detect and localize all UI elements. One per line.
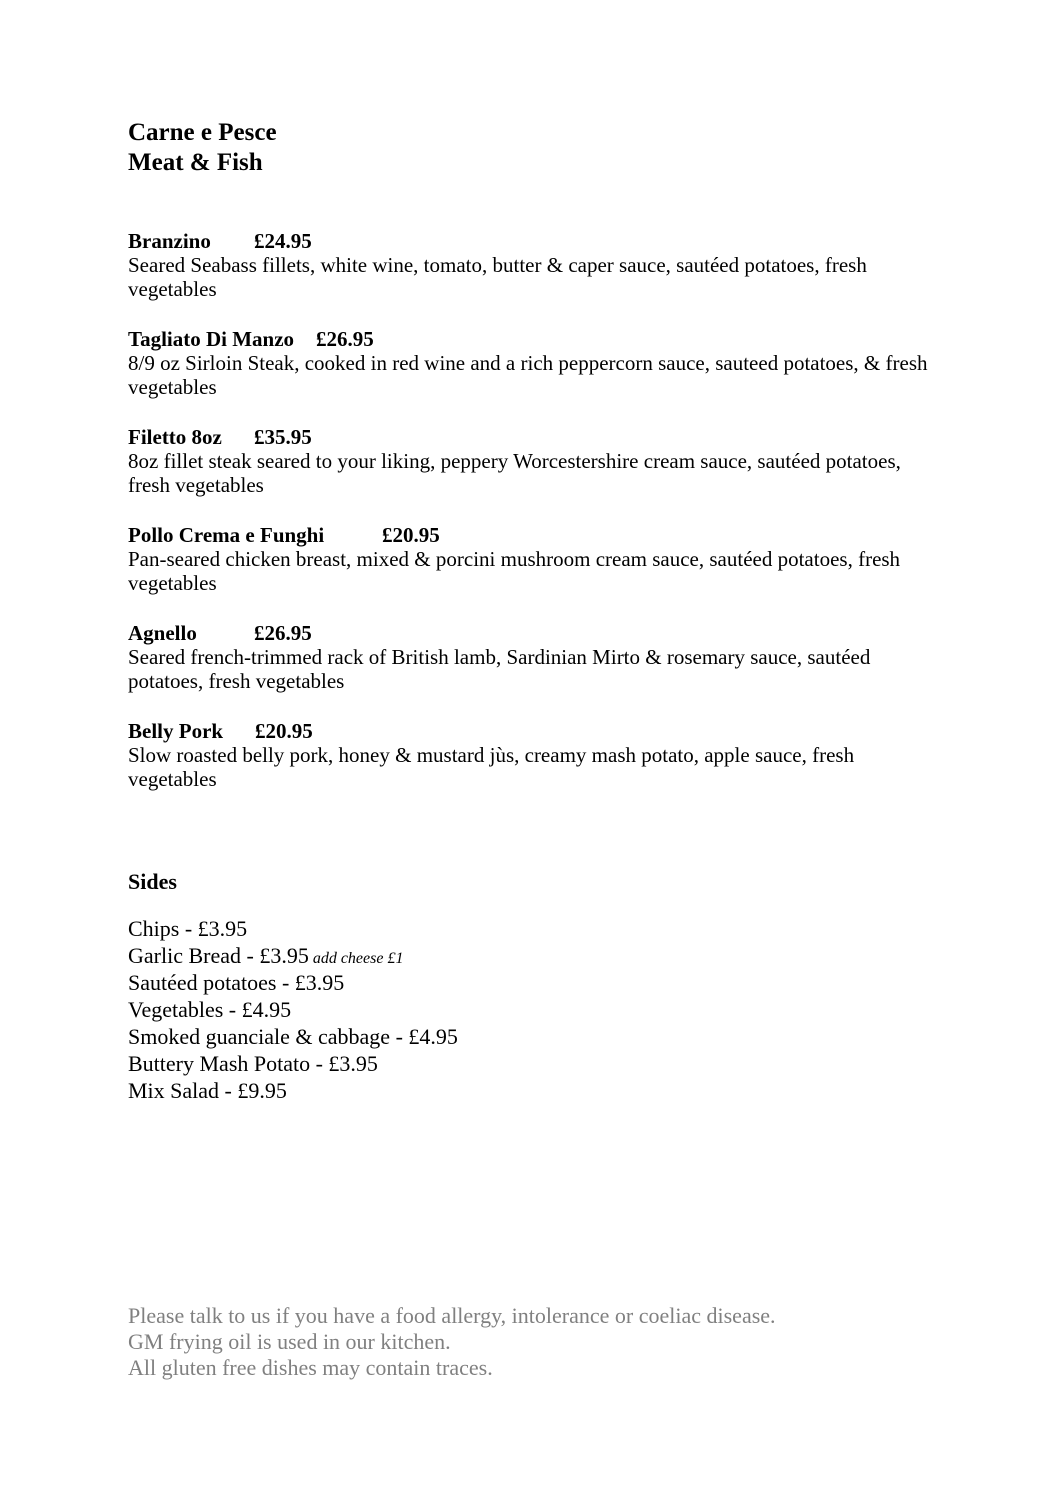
side-note: add cheese £1 (312, 950, 404, 967)
frying-oil-notice-line: GM frying oil is used in our kitchen. (128, 1329, 451, 1354)
side-text: Vegetables - £4.95 (128, 997, 292, 1022)
side-text: Smoked guanciale & cabbage - £4.95 (128, 1024, 458, 1049)
side-item-garlic-bread (128, 944, 932, 971)
menu-item-tagliato-di-manzo (128, 327, 932, 399)
dish-description: Seared Seabass fillets, white wine, tomato, butter & caper sauce, sautéed potatoes, fresh vegetables (128, 253, 867, 301)
menu-item-belly-pork (128, 719, 932, 791)
side-item-mix-salad (128, 1079, 932, 1106)
dish-name: Pollo Crema e Funghi (128, 523, 325, 547)
dish-price: £26.95 (316, 327, 374, 351)
sides-header: Sides (128, 869, 177, 894)
dish-description: 8/9 oz Sirloin Steak, cooked in red wine and a rich peppercorn sauce, sauteed potatoes, & fresh vegetables (128, 351, 928, 399)
side-text: Mix Salad - £9.95 (128, 1078, 287, 1103)
side-item-chips (128, 917, 932, 944)
side-item-sauteed-potatoes (128, 971, 932, 998)
side-item-smoked-guanciale-cabbage (128, 1025, 932, 1052)
dish-heading (128, 229, 932, 253)
dish-price: £24.95 (254, 229, 312, 253)
menu-item-agnello (128, 621, 932, 693)
menu-item-branzino (128, 229, 932, 301)
menu-item-pollo-crema-e-funghi (128, 523, 932, 595)
side-text: Buttery Mash Potato - £3.95 (128, 1051, 378, 1076)
allergy-notice-line: Please talk to us if you have a food allergy, intolerance or coeliac disease. (128, 1303, 776, 1328)
dish-price: £26.95 (254, 621, 312, 645)
dish-description: Seared french-trimmed rack of British lamb, Sardinian Mirto & rosemary sauce, sautéed potatoes, fresh vegetables (128, 645, 871, 693)
dish-heading (128, 327, 932, 351)
dish-description: 8oz fillet steak seared to your liking, peppery Worcestershire cream sauce, sautéed potatoes, fresh vegetables (128, 449, 901, 497)
dish-description: Pan-seared chicken breast, mixed & porcini mushroom cream sauce, sautéed potatoes, fresh vegetables (128, 547, 901, 595)
dish-name: Filetto 8oz (128, 425, 222, 449)
side-text: Garlic Bread - £3.95 (128, 943, 309, 968)
dish-heading (128, 425, 932, 449)
side-item-vegetables (128, 998, 932, 1025)
gluten-free-notice-line: All gluten free dishes may contain traces. (128, 1355, 493, 1380)
dish-price: £20.95 (382, 523, 440, 547)
page-title (128, 118, 932, 178)
title-english: Meat & Fish (128, 149, 263, 176)
dish-price: £20.95 (255, 719, 313, 743)
dish-heading (128, 719, 932, 743)
dish-name: Agnello (128, 621, 197, 645)
dish-price: £35.95 (254, 425, 312, 449)
side-text: Sautéed potatoes - £3.95 (128, 970, 345, 995)
dish-heading (128, 621, 932, 645)
dish-name: Belly Pork (128, 719, 224, 743)
sides-list (128, 917, 932, 1106)
title-italian: Carne e Pesce (128, 119, 277, 146)
allergy-notice (128, 1303, 932, 1381)
side-item-buttery-mash-potato (128, 1052, 932, 1079)
dish-description: Slow roasted belly pork, honey & mustard jùs, creamy mash potato, apple sauce, fresh vegetables (128, 743, 855, 791)
dish-name: Tagliato Di Manzo (128, 327, 295, 351)
menu-item-filetto (128, 425, 932, 497)
dish-name: Branzino (128, 229, 211, 253)
side-text: Chips - £3.95 (128, 916, 248, 941)
dish-heading (128, 523, 932, 547)
